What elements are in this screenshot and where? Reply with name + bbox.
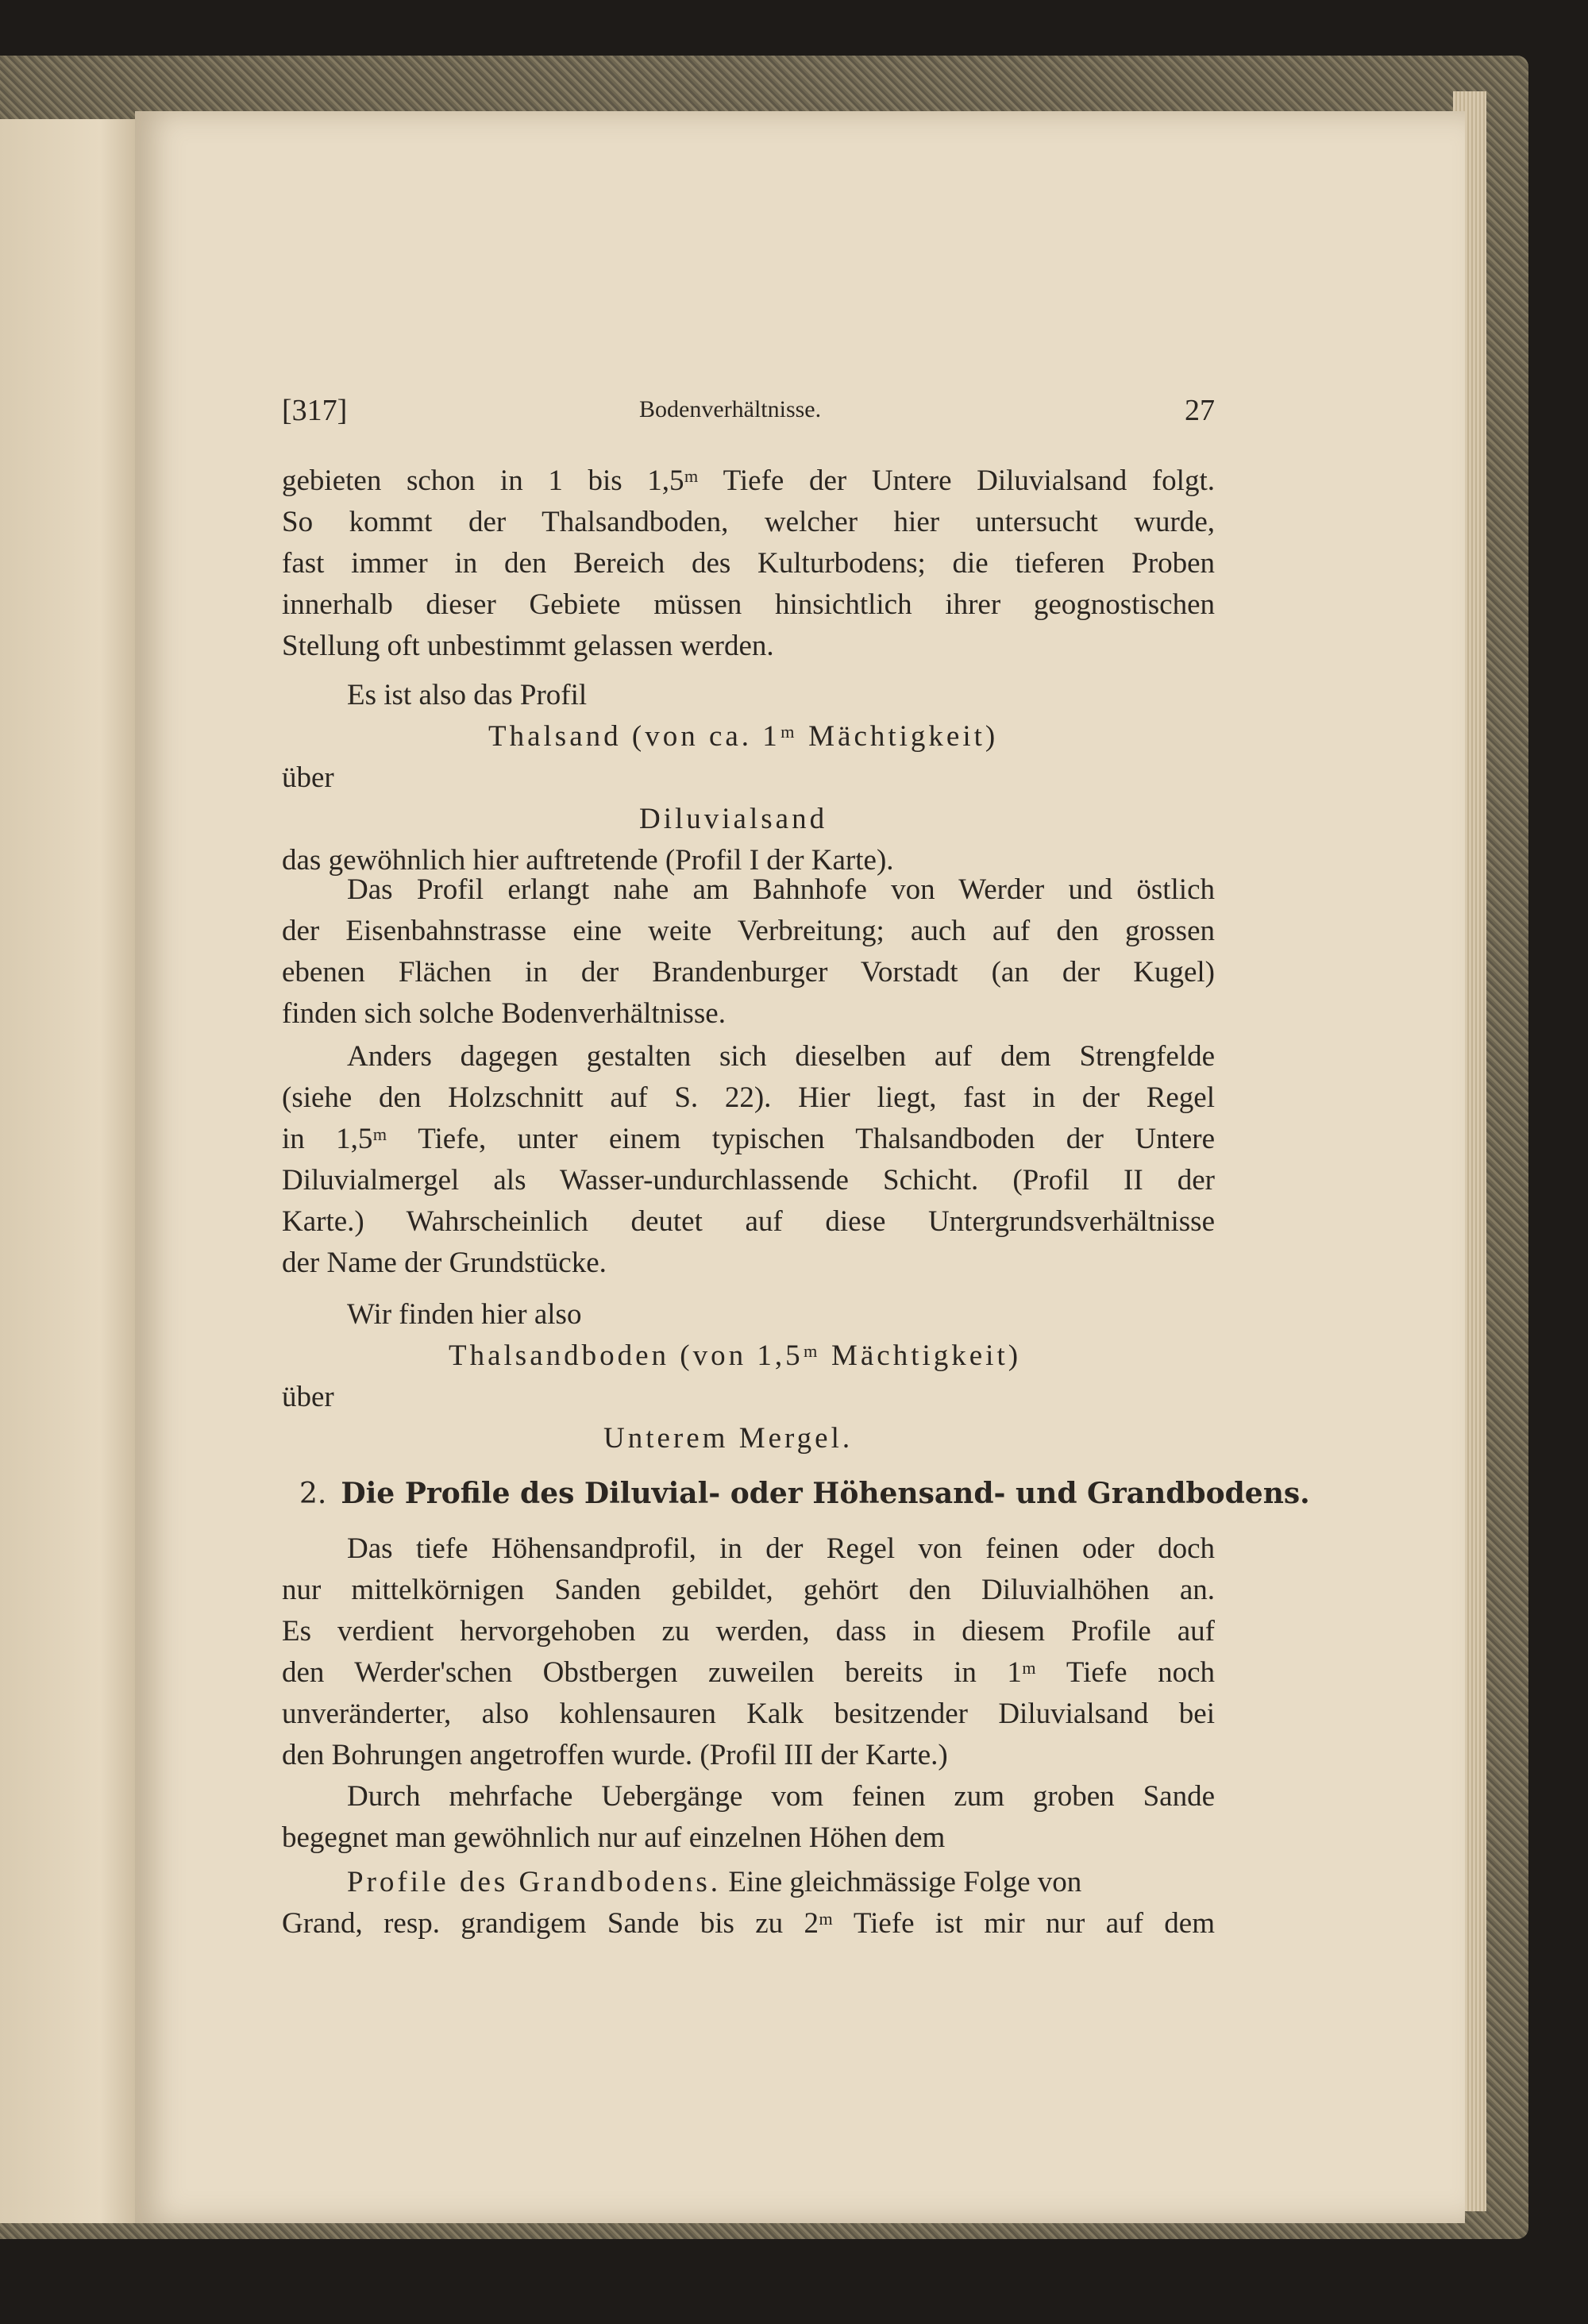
text-line: finden sich solche Bodenverhältnisse. (282, 997, 726, 1030)
text-line: den Werder'schen Obstbergen zuweilen bereits in 1ᵐ Tiefe noch (282, 1656, 1215, 1689)
paragraph-3 (282, 869, 1215, 1035)
text-line: Es ist also das Profil (347, 679, 588, 711)
text-line: Das Profil erlangt nahe am Bahnhofe von Werder und östlich (347, 873, 1215, 906)
text-line: Anders dagegen gestalten sich dieselben auf dem Strengfelde (347, 1040, 1215, 1073)
text-line (282, 1862, 1215, 1903)
paragraph-7 (282, 1776, 1215, 1859)
text-line: (siehe den Holzschnitt auf S. 22). Hier liegt, fast in der Regel (282, 1081, 1215, 1114)
text-line: nur mittelkörnigen Sanden gebildet, gehört den Diluvialhöhen an. (282, 1574, 1215, 1606)
text-line: fast immer in den Bereich des Kulturbodens; die tieferen Proben (282, 547, 1215, 580)
profile-layer-lower: Unterem Mergel. (603, 1422, 854, 1455)
text-line: Es verdient hervorgehoben zu werden, dass in diesem Profile auf (282, 1615, 1215, 1648)
text-line: der Name der Grundstücke. (282, 1247, 607, 1279)
profile-over-label: über (282, 761, 334, 794)
profile-2-block (282, 1294, 1215, 1459)
text-line: Karte.) Wahrscheinlich deutet auf diese Untergrundsverhältnisse (282, 1205, 1215, 1238)
section-title: Die Profile des Diluvial- oder Höhensand- und Grandbodens. (341, 1477, 1310, 1510)
text-line: Wir finden hier also (347, 1298, 582, 1331)
page-bracket-number: [317] (282, 394, 348, 427)
text-line: gebieten schon in 1 bis 1,5ᵐ Tiefe der Untere Diluvialsand folgt. (282, 464, 1215, 497)
paragraph-4 (282, 1036, 1215, 1284)
profile-layer-upper: Thalsandboden (von 1,5ᵐ Mächtigkeit) (449, 1339, 1022, 1372)
profile-layer-upper: Thalsand (von ca. 1ᵐ Mächtigkeit) (488, 720, 999, 753)
text-line: Durch mehrfache Uebergänge vom feinen zum groben Sande (347, 1780, 1215, 1813)
text-line: Diluvialmergel als Wasser-undurchlassende Schicht. (Profil II der (282, 1164, 1215, 1197)
paragraph-1 (282, 461, 1215, 667)
profile-1-block (282, 675, 1215, 881)
text-line: Das tiefe Höhensandprofil, in der Regel von feinen oder doch (347, 1532, 1215, 1565)
text-line: begegnet man gewöhnlich nur auf einzelnen Höhen dem (282, 1821, 946, 1854)
text-line: der Eisenbahnstrasse eine weite Verbreitung; auch auf den grossen (282, 915, 1215, 947)
spaced-term: Profile des Grandbodens. (347, 1866, 722, 1898)
text-line: Grand, resp. grandigem Sande bis zu 2ᵐ Tiefe ist mir nur auf dem (282, 1907, 1215, 1940)
page-number: 27 (1185, 394, 1215, 427)
text-line: ebenen Flächen in der Brandenburger Vorstadt (an der Kugel) (282, 956, 1215, 989)
section-number: 2. (299, 1478, 327, 1510)
text-fragment: Eine gleichmässige Folge von (728, 1866, 1082, 1898)
section-heading (282, 1473, 1310, 1515)
profile-over-label: über (282, 1381, 334, 1413)
text-line: das gewöhnlich hier auftretende (Profil I der Karte). (282, 844, 894, 877)
text-line: in 1,5ᵐ Tiefe, unter einem typischen Thalsandboden der Untere (282, 1123, 1215, 1155)
running-title: Bodenverhältnisse. (639, 396, 822, 422)
facing-page-edge (0, 119, 143, 2223)
text-line: unveränderter, also kohlensauren Kalk besitzender Diluvialsand bei (282, 1698, 1215, 1730)
profile-layer-lower: Diluvialsand (639, 803, 828, 835)
text-line: den Bohrungen angetroffen wurde. (Profil III der Karte.) (282, 1739, 948, 1771)
text-line: So kommt der Thalsandboden, welcher hier untersucht wurde, (282, 506, 1215, 538)
text-line: Stellung oft unbestimmt gelassen werden. (282, 630, 774, 662)
paragraph-8 (282, 1862, 1215, 1944)
paragraph-6 (282, 1528, 1215, 1776)
text-line: innerhalb dieser Gebiete müssen hinsichtlich ihrer geognostischen (282, 588, 1215, 621)
running-header (282, 393, 1215, 433)
